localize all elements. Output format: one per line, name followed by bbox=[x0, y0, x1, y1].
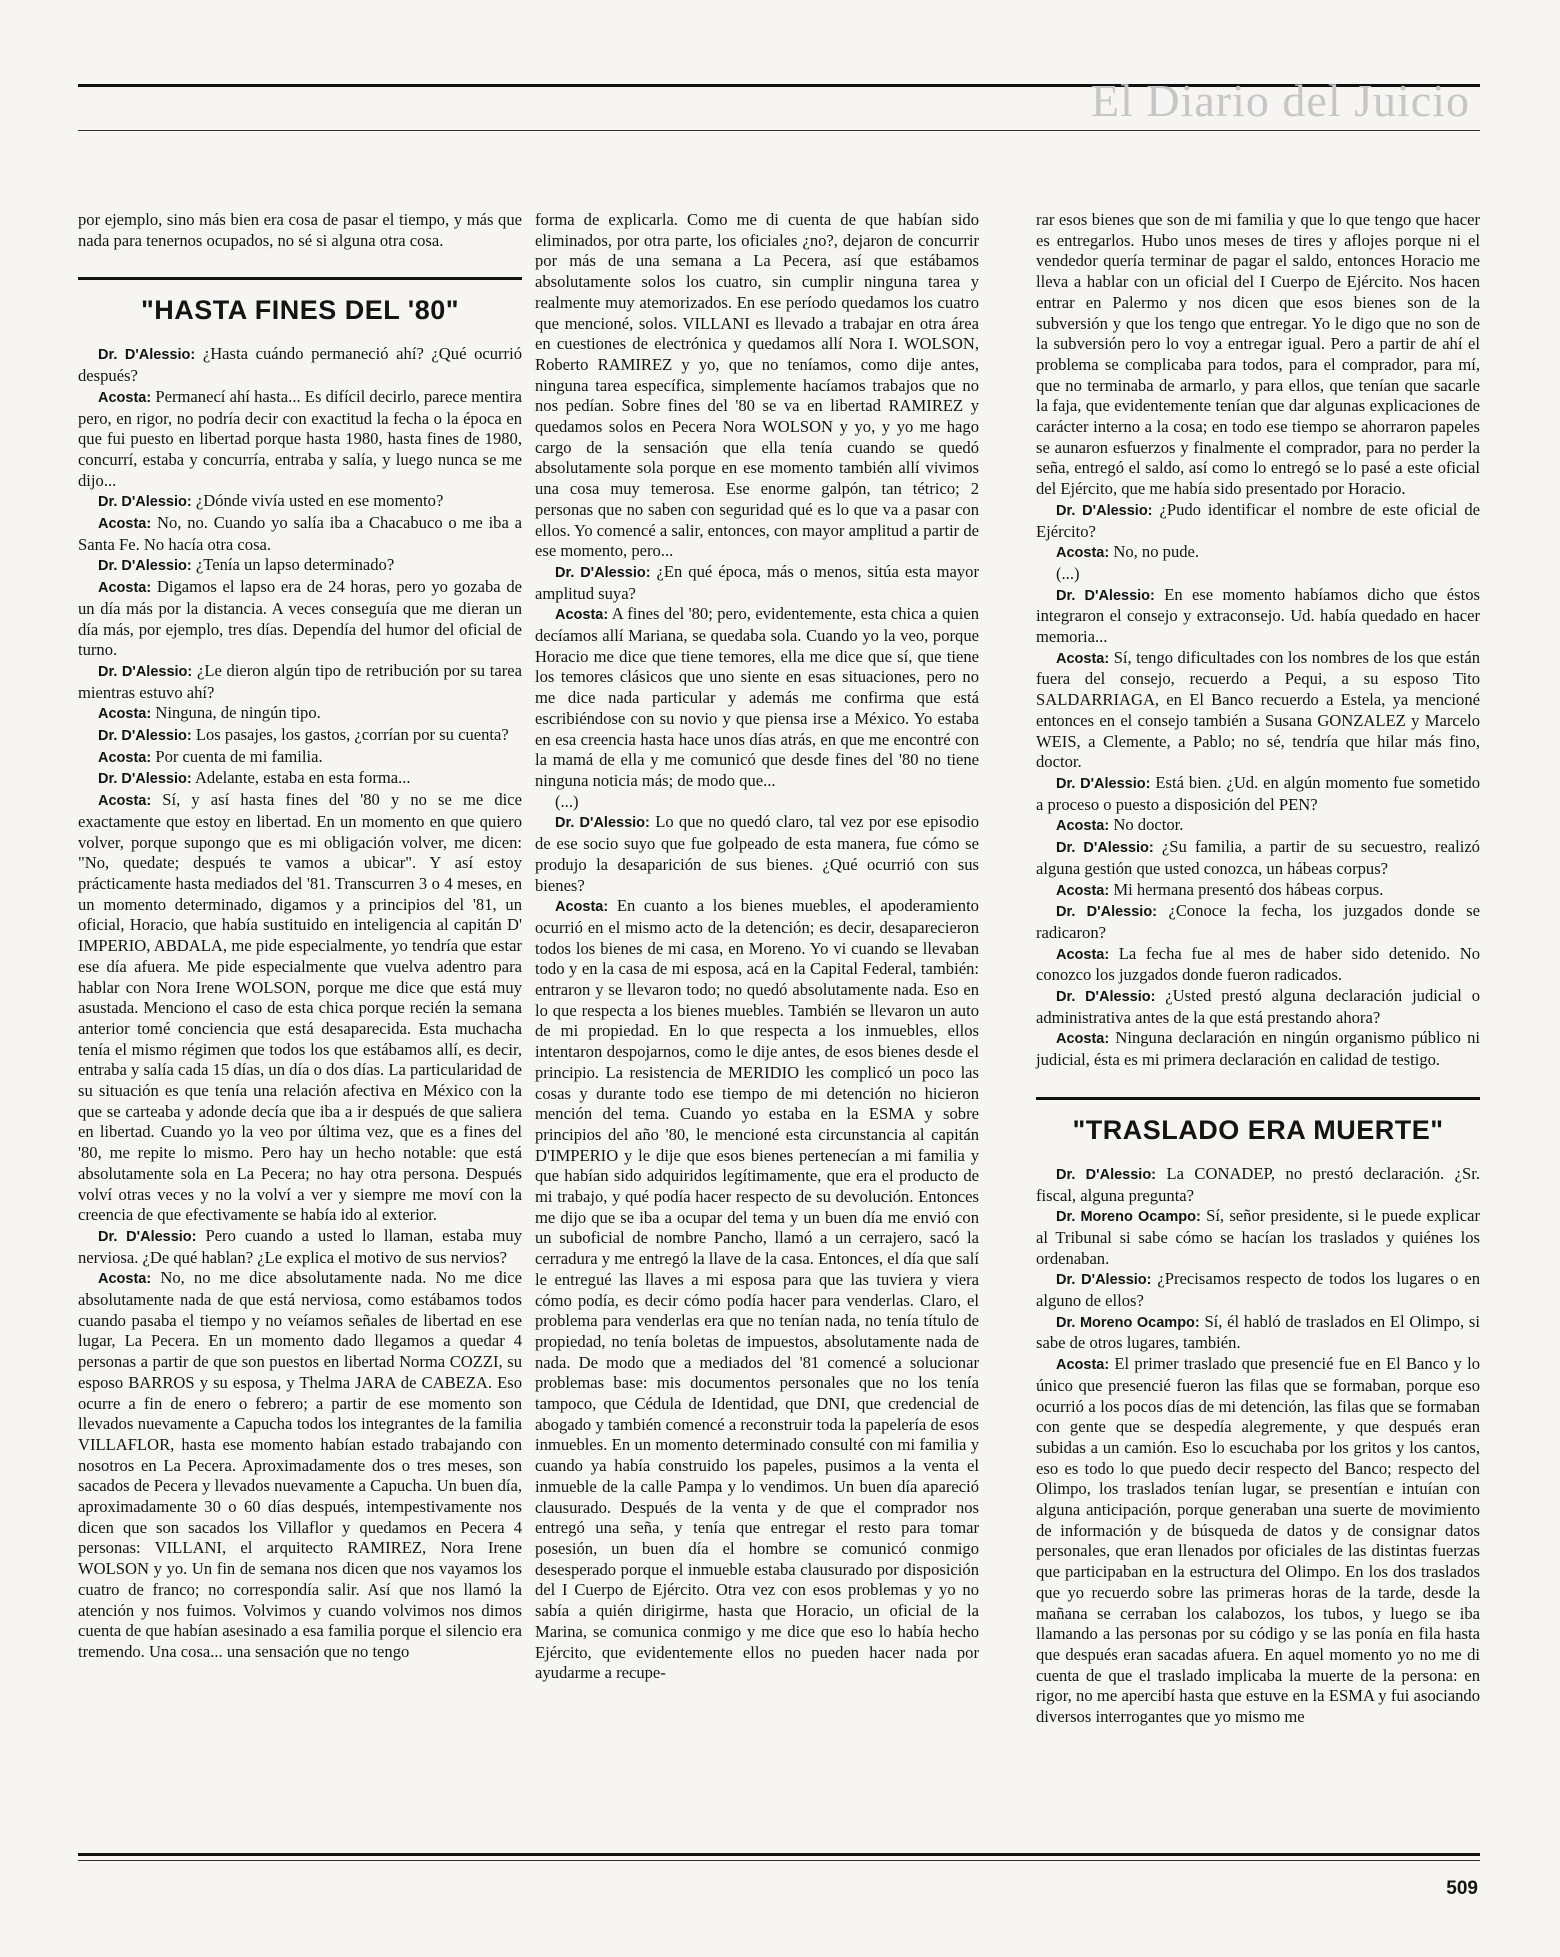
speaker-label: Dr. D'Alessio: bbox=[1056, 775, 1151, 792]
paragraph-text: ¿Precisamos respecto de todos los lugares o en alguno de ellos? bbox=[1036, 1269, 1480, 1311]
paragraph-text: Lo que no quedó claro, tal vez por ese episodio de ese socio suyo que fue golpeado de esta manera, fue cómo se produjo la desaparición de sus bienes. ¿Qué ocurrió con sus bienes? bbox=[535, 812, 979, 895]
paragraph-text: En cuanto a los bienes muebles, el apoderamiento ocurrió en el mismo acto de la detención; es decir, desaparecieron todos los bienes de mi casa, en Moreno. Yo vi cuando se llevaban todo y en la casa de mi esposa, acá en la Capital Federal, también: entraron y se llevaron todo; no quedó absolutamente nada. Eso en lo que respecta a los bienes muebles. También se llevaron un auto de mi propiedad. En lo que respecta a los inmuebles, ellos intentaron despojarnos, como le dije antes, de esos bienes desde el principio. La resistencia de MERIDIO les complicó un poco las cosas y durante todo ese tiempo de mi detención no hicieron mención del tema. Cuando yo estaba en la ESMA y sobre principios del año '80, le mencioné esta circunstancia al capitán D'IMPERIO y le dije que esos bienes pertenecían a mi familia y que habían sido adquiridos legítimamente, que era el producto de mi trabajo, y qué podía hacer respecto de su devolución. Entonces me dijo que se iba a ocupar del tema y un buen día me envió con un suboficial de nombre Pancho, llamó a un cerrajero, sacó la cerradura y me entregó la llave de la casa. Entonces, el día que salí le entregué las llaves a mi esposa para que las tuviera y viera cómo podía, es decir cómo podía hacer para venderlas. Claro, el problema para venderlas era que no tenían nada, no tenía título de propiedad, no tenía boletas de impuestos, absolutamente nada de nada. De modo que a mediados del '81 comencé a solucionar problemas base: mis documentos personales que no los tenía tampoco, que Cédula de Identidad, que DNI, que credencial de abogado y también comencé a reconstruir toda la papelería de esos inmuebles. En un momento determinado consulté con mi familia y cuando ya había construido los papeles, pusimos a la venta el inmueble de la calle Pampa y lo vendimos. Un buen día apareció clausurado. Después de la venta y de que el comprador nos entregó una seña, y tenía que entregar el resto para tomar posesión, un buen día el hombre se comunicó conmigo desesperado porque el inmueble estaba clausurado por disposición del I Cuerpo de Ejército. Otra vez con esos problemas y yo no sabía a quién dirigirme, hasta que Horacio, un oficial de la Marina, se comunica conmigo y me dice que eso lo había hecho Ejército, que evidentemente ellos no pueden hacer nada por ayudarme a recupe- bbox=[535, 896, 979, 1683]
speaker-label: Dr. D'Alessio: bbox=[98, 1228, 197, 1245]
bottom-thin-rule bbox=[78, 1860, 1480, 1861]
ellipsis-marker: (...) bbox=[555, 791, 579, 811]
paragraph-text: A fines del '80; pero, evidentemente, esta chica a quien decíamos allí Mariana, se quedaba sola. Cuando yo la veo, porque Horacio me dice que tiene temores, ella me dice que sí, que tiene los temores clásicos que uno siente en esas situaciones, pero no me dice nada particular y además me confirma que está escribiéndose con su novio y que piensa irse a México. Yo estaba en esa creencia hasta hace unos días atrás, en que me encontré con la mamá de ella y me comunicó que desde fines del '80 no tiene ninguna noticia más; de modo que... bbox=[535, 604, 979, 790]
paragraph-text: Por cuenta de mi familia. bbox=[155, 746, 323, 766]
speaker-label: Acosta: bbox=[1056, 946, 1110, 963]
paragraph bbox=[535, 812, 979, 896]
paragraph-text: Sí, y así hasta fines del '80 y no se me dice exactamente que estoy en libertad. En un momento en que quiero volver, porque supongo que es mi obligación volver, me dicen: "No, quedate; después te vamos a ubicar". Y así estoy prácticamente hasta mediados del '81. Transcurren 3 o 4 meses, en un momento determinado, digamos y a principios del '81, un oficial, Horacio, que había sustituido en inteligencia al capitán D' IMPERIO, ABDALA, me pide especialmente, yo tendría que estar ese día afuera. Me pide especialmente que vuelva adentro para hablar con Nora Irene WOLSON, porque me dice que está muy asustada. Menciono el caso de esta chica porque recién la semana anterior tomé conciencia que está desaparecida. Esta muchacha tenía el mismo régimen que todos los que estábamos allí, es decir, entraba y salía cada 15 días, un día o dos días. La particularidad de su situación es que tenía una relación afectiva en México con la que se carteaba y adonde decía que iba a ir después de que saliera en libertad. Cuando yo la veo por última vez, que es a fines del '80, me repite lo mismo. Pero hay un hecho notable: que está absolutamente sola en La Pecera; no hay otra persona. Después volví otras veces y no la volví a ver y siempre me moví con la creencia de que efectivamente se había ido al exterior. bbox=[78, 790, 522, 1225]
speaker-label: Dr. D'Alessio: bbox=[98, 663, 193, 680]
paragraph bbox=[78, 513, 522, 555]
speaker-label: Dr. D'Alessio: bbox=[1056, 587, 1155, 604]
column-1 bbox=[78, 210, 522, 1663]
paragraph bbox=[78, 661, 522, 703]
paragraph bbox=[1036, 542, 1480, 564]
paragraph-text: En ese momento habíamos dicho que éstos integraron el consejo y extraconsejo. Ud. había quedado en hacer memoria... bbox=[1036, 584, 1480, 647]
paragraph bbox=[1036, 648, 1480, 773]
paragraph bbox=[1036, 1354, 1480, 1728]
speaker-label: Dr. D'Alessio: bbox=[1056, 1272, 1152, 1289]
page-number: 509 bbox=[1446, 1878, 1478, 1899]
speaker-label: Acosta: bbox=[98, 1271, 152, 1288]
paragraph bbox=[78, 577, 522, 661]
section-heading: "HASTA FINES DEL '80" bbox=[78, 277, 522, 326]
speaker-label: Dr. Moreno Ocampo: bbox=[1056, 1209, 1201, 1226]
paragraph-text: La CONADEP, no prestó declaración. ¿Sr. fiscal, alguna pregunta? bbox=[1036, 1163, 1480, 1205]
paragraph-text: La fecha fue al mes de haber sido detenido. No conozco los juzgados donde fueron radicados. bbox=[1036, 943, 1480, 985]
paragraph bbox=[78, 555, 522, 577]
paragraph bbox=[78, 1226, 522, 1268]
speaker-label: Acosta: bbox=[555, 607, 609, 624]
speaker-label: Dr. D'Alessio: bbox=[1056, 502, 1153, 519]
speaker-label: Acosta: bbox=[98, 516, 152, 533]
paragraph bbox=[1036, 1312, 1480, 1354]
ellipsis-marker: (...) bbox=[1056, 563, 1080, 583]
paragraph bbox=[1036, 1206, 1480, 1269]
paragraph-text: No, no. Cuando yo salía iba a Chacabuco o me iba a Santa Fe. No hacía otra cosa. bbox=[78, 513, 522, 554]
paragraph-text: ¿Usted prestó alguna declaración judicial o administrativa antes de la que está prestando ahora? bbox=[1036, 986, 1480, 1027]
paragraph bbox=[78, 703, 522, 725]
speaker-label: Acosta: bbox=[98, 793, 152, 810]
paragraph-text: Está bien. ¿Ud. en algún momento fue sometido a proceso o puesto a disposición del PEN? bbox=[1036, 772, 1480, 814]
paragraph bbox=[78, 1268, 522, 1662]
paragraph bbox=[78, 790, 522, 1226]
paragraph-text: No, no pude. bbox=[1113, 542, 1200, 562]
speaker-label: Dr. D'Alessio: bbox=[98, 347, 196, 364]
paragraph bbox=[78, 725, 522, 747]
paragraph bbox=[535, 604, 979, 791]
paragraph-text: ¿Dónde vivía usted en ese momento? bbox=[195, 491, 444, 511]
paragraph-text: ¿Tenía un lapso determinado? bbox=[195, 555, 395, 575]
paragraph-text: ¿En qué época, más o menos, sitúa esta mayor amplitud suya? bbox=[535, 561, 979, 603]
paragraph-text: Adelante, estaba en esta forma... bbox=[194, 768, 411, 788]
speaker-label: Dr. D'Alessio: bbox=[98, 558, 192, 575]
paragraph-text: ¿Hasta cuándo permaneció ahí? ¿Qué ocurrió después? bbox=[78, 344, 522, 386]
paragraph bbox=[78, 747, 522, 769]
column-3 bbox=[1036, 210, 1480, 1728]
speaker-label: Acosta: bbox=[98, 749, 152, 766]
paragraph: por ejemplo, sino más bien era cosa de pasar el tiempo, y más que nada para tenernos ocupados, no sé si alguna otra cosa. bbox=[78, 210, 522, 250]
section-heading: "TRASLADO ERA MUERTE" bbox=[1036, 1097, 1480, 1146]
speaker-label: Acosta: bbox=[98, 389, 152, 406]
speaker-label: Dr. D'Alessio: bbox=[1056, 904, 1158, 921]
paragraph-text: Sí, señor presidente, si le puede explicar al Tribunal si sabe cómo se hacían los traslados y quiénes los ordenaban. bbox=[1036, 1206, 1480, 1268]
paragraph-text: Permanecí ahí hasta... Es difícil decirlo, parece mentira pero, en rigor, no podría decir con exactitud la fecha o la época en que fui puesto en libertad porque hasta 1980, hasta fines de 1980, concurrí, estaba y concurría, entraba y salía, y luego nunca se me dijo... bbox=[78, 386, 522, 490]
paragraph-text: ¿Conoce la fecha, los juzgados donde se radicaron? bbox=[1036, 901, 1480, 942]
paragraph-text: Los pasajes, los gastos, ¿corrían por su cuenta? bbox=[195, 725, 509, 745]
speaker-label: Dr. D'Alessio: bbox=[98, 728, 192, 745]
paragraph bbox=[1036, 1164, 1480, 1206]
speaker-label: Acosta: bbox=[555, 899, 609, 916]
paragraph bbox=[535, 562, 979, 604]
paragraph bbox=[78, 491, 522, 513]
speaker-label: Dr. D'Alessio: bbox=[1056, 1166, 1156, 1183]
speaker-label: Acosta: bbox=[1056, 545, 1110, 562]
paragraph bbox=[1036, 500, 1480, 542]
paragraph-text: ¿Pudo identificar el nombre de este oficial de Ejército? bbox=[1036, 499, 1480, 541]
speaker-label: Dr. D'Alessio: bbox=[98, 771, 192, 788]
paragraph-text: Sí, tengo dificultades con los nombres de los que están fuera del consejo, recuerdo a Pequi, a su esposo Tito SALDARRIAGA, en El Banco recuerdo a Estela, ya mencioné entonces en el consejo también a Susana GONZALEZ y Marcelo WEIS, a Clemente, a Pablo; no sé, tendría que hilar más fino, doctor. bbox=[1036, 647, 1480, 772]
paragraph-text: Ninguna declaración en ningún organismo público ni judicial, ésta es mi primera declaración en calidad de testigo. bbox=[1036, 1028, 1480, 1070]
paragraph bbox=[1036, 986, 1480, 1028]
speaker-label: Dr. D'Alessio: bbox=[98, 494, 192, 511]
paragraph bbox=[1036, 1269, 1480, 1311]
paragraph bbox=[1036, 773, 1480, 815]
paragraph-text: ¿Su familia, a partir de su secuestro, realizó alguna gestión que usted conozca, un hábeas corpus? bbox=[1036, 837, 1480, 878]
speaker-label: Acosta: bbox=[1056, 1357, 1110, 1374]
ghost-header-title: El Diario del Juicio bbox=[1091, 75, 1470, 126]
paragraph: rar esos bienes que son de mi familia y que lo que tengo que hacer es entregarlos. Hubo unos meses de tires y aflojes porque ni el vendedor quería terminar de pagar el saldo, entonces Horacio me lleva a hablar con un oficial del I Cuerpo de Ejército. Nos hacen entrar en Palermo y nos dicen que esos bienes son de la subversión y que los tengo que entregar. Yo le digo que no son de la subversión pero lo voy a entregar igual. Pero a partir de ahí el problema se complicaba para todos, para el comprador, para mí, que no terminaba de armarlo, y para ellos, que tenían que sacarle la faja, que evidentemente tenían que dar algunas explicaciones de carácter interno a la cosa; en todo ese tiempo se ahorraron papeles se aunaron esfuerzos y finalmente el comprador, para no perder la seña, entregó el saldo, así como lo entregó se lo pasé a este oficial del Ejército, que me había sido presentado por Horacio. bbox=[1036, 210, 1480, 499]
paragraph-text: Digamos el lapso era de 24 horas, pero yo gozaba de un día más por la distancia. A veces conseguía que me dieran un día más, por ejemplo, tres días. Dependía del humor del oficial de turno. bbox=[78, 577, 522, 660]
speaker-label: Dr. D'Alessio: bbox=[555, 815, 650, 832]
speaker-label: Acosta: bbox=[98, 706, 152, 723]
column-2 bbox=[535, 210, 979, 1684]
paragraph-text: No doctor. bbox=[1113, 815, 1184, 835]
paragraph bbox=[1036, 837, 1480, 879]
paragraph-text: No, no me dice absolutamente nada. No me dice absolutamente nada de que está nerviosa, como estábamos todos cuando pasaba el tiempo y no veíamos señales de libertad en ese lugar, La Pecera. En un momento dado llegamos a quedar 4 personas a partir de que son puestos en libertad Norma COZZI, su esposo BARROS y su esposa, y Thelma JARA de CABEZA. Eso ocurre a fin de enero o febrero; a partir de ese momento son llevados nuevamente a Capucha todos los integrantes de la familia VILLAFLOR, hasta ese momento habían estado trabajando con nosotros en La Pecera. Aproximadamente dos o tres meses, son sacados de Pecera y llevados nuevamente a Capucha. Un buen día, aproximadamente 30 o 60 días después, intempestivamente nos dicen que son sacados los Villaflor y quedamos en Pecera 4 personas: VILLANI, el arquitecto RAMIREZ, Nora Irene WOLSON y yo. Un fin de semana nos dicen que nos vayamos los cuatro de franco; no correspondía salir. Así que nos llamó la atención y nos fuimos. Volvimos y cuando volvimos nos dimos cuenta de que habían asesinado a esa familia porque el silencio era tremendo. Una cosa... una sensación que no tengo bbox=[78, 1268, 522, 1661]
paragraph bbox=[78, 387, 522, 492]
speaker-label: Dr. D'Alessio: bbox=[1056, 840, 1154, 857]
paragraph-text: ¿Le dieron algún tipo de retribución por su tarea mientras estuvo ahí? bbox=[78, 660, 522, 702]
speaker-label: Acosta: bbox=[1056, 882, 1110, 899]
speaker-label: Acosta: bbox=[1056, 650, 1110, 667]
speaker-label: Acosta: bbox=[98, 580, 152, 597]
speaker-label: Acosta: bbox=[1056, 818, 1110, 835]
paragraph bbox=[78, 344, 522, 386]
speaker-label: Dr. D'Alessio: bbox=[1056, 989, 1156, 1006]
paragraph bbox=[1036, 944, 1480, 986]
speaker-label: Dr. Moreno Ocampo: bbox=[1056, 1314, 1200, 1331]
paragraph-text: Sí, él habló de traslados en El Olimpo, si sabe de otros lugares, también. bbox=[1036, 1311, 1480, 1353]
paragraph-text: Pero cuando a usted lo llaman, estaba muy nerviosa. ¿De qué hablan? ¿Le explica el motivo de sus nervios? bbox=[78, 1225, 522, 1267]
paragraph-text: Ninguna, de ningún tipo. bbox=[155, 703, 321, 723]
paragraph bbox=[1036, 901, 1480, 943]
speaker-label: Dr. D'Alessio: bbox=[555, 564, 651, 581]
paragraph bbox=[78, 768, 522, 790]
paragraph bbox=[1036, 815, 1480, 837]
paragraph-text: Mi hermana presentó dos hábeas corpus. bbox=[1113, 879, 1384, 899]
paragraph bbox=[535, 896, 979, 1684]
paragraph bbox=[1036, 1028, 1480, 1070]
paragraph: forma de explicarla. Como me di cuenta de que habían sido eliminados, por otra parte, los oficiales ¿no?, dejaron de concurrir por más de una semana a La Pecera, así que estábamos absolutamente solos los cuatro, sin cumplir ninguna tarea y realmente muy atemorizados. En ese período quedamos los cuatro que mencioné, solos. VILLANI es llevado a trabajar en otra área en cuestiones de electrónica y quedamos allí Nora I. WOLSON, Roberto RAMIREZ y yo, que no teníamos, como dije antes, ninguna tarea específica, simplemente hacíamos trabajos que no nos pedían. Sobre fines del '80 se va en libertad RAMIREZ y quedamos solos en Pecera Nora WOLSON y yo, y yo me hago cargo de la sensación que ella tenía cuando se quedó absolutamente sola porque en ese momento también allí vivimos una cosa muy temerosa. Ese enorme galpón, tan tétrico; 2 personas que no saben con seguridad qué es lo que va a pasar con ellos. Yo comencé a salir, entonces, con mayor amplitud a partir de ese momento, pero... bbox=[535, 210, 980, 561]
top-thin-rule bbox=[78, 130, 1480, 131]
paragraph-text: El primer traslado que presencié fue en El Banco y lo único que presencié fueron las filas que se formaban, porque eso ocurrió a los pocos días de mi detención, las filas que se formaban con gente que se despedía alegremente, y que después eran subidas a un camión. Eso lo escuchaba por los gritos y los cantos, eso es todo lo que puedo decir respecto del Banco; respecto del Olimpo, los traslados tenían lugar, se presentían e intuían con alguna anticipación, porque generaban una suerte de movimiento de información y de búsqueda de datos y de consignar datos personales, que eran llenados por oficiales de las distintas fuerzas que participaban en la estructura del Olimpo. En los dos traslados que yo recuerdo sobre las primeras horas de la tarde, desde la mañana se cerraban los calabozos, los tubos, y luego se iba llamando a las personas por su código y se las ponía en fila hasta que después eran sacadas afuera. En aquel momento yo no me di cuenta de que el traslado implicaba la muerte de la persona: en rigor, no me apercibí hasta que estuve en la ESMA y fui asociando diversos interrogantes que yo mismo me bbox=[1036, 1354, 1480, 1727]
speaker-label: Acosta: bbox=[1056, 1031, 1110, 1048]
paragraph bbox=[1036, 585, 1480, 648]
paragraph bbox=[1036, 880, 1480, 902]
bottom-rule bbox=[78, 1853, 1480, 1856]
